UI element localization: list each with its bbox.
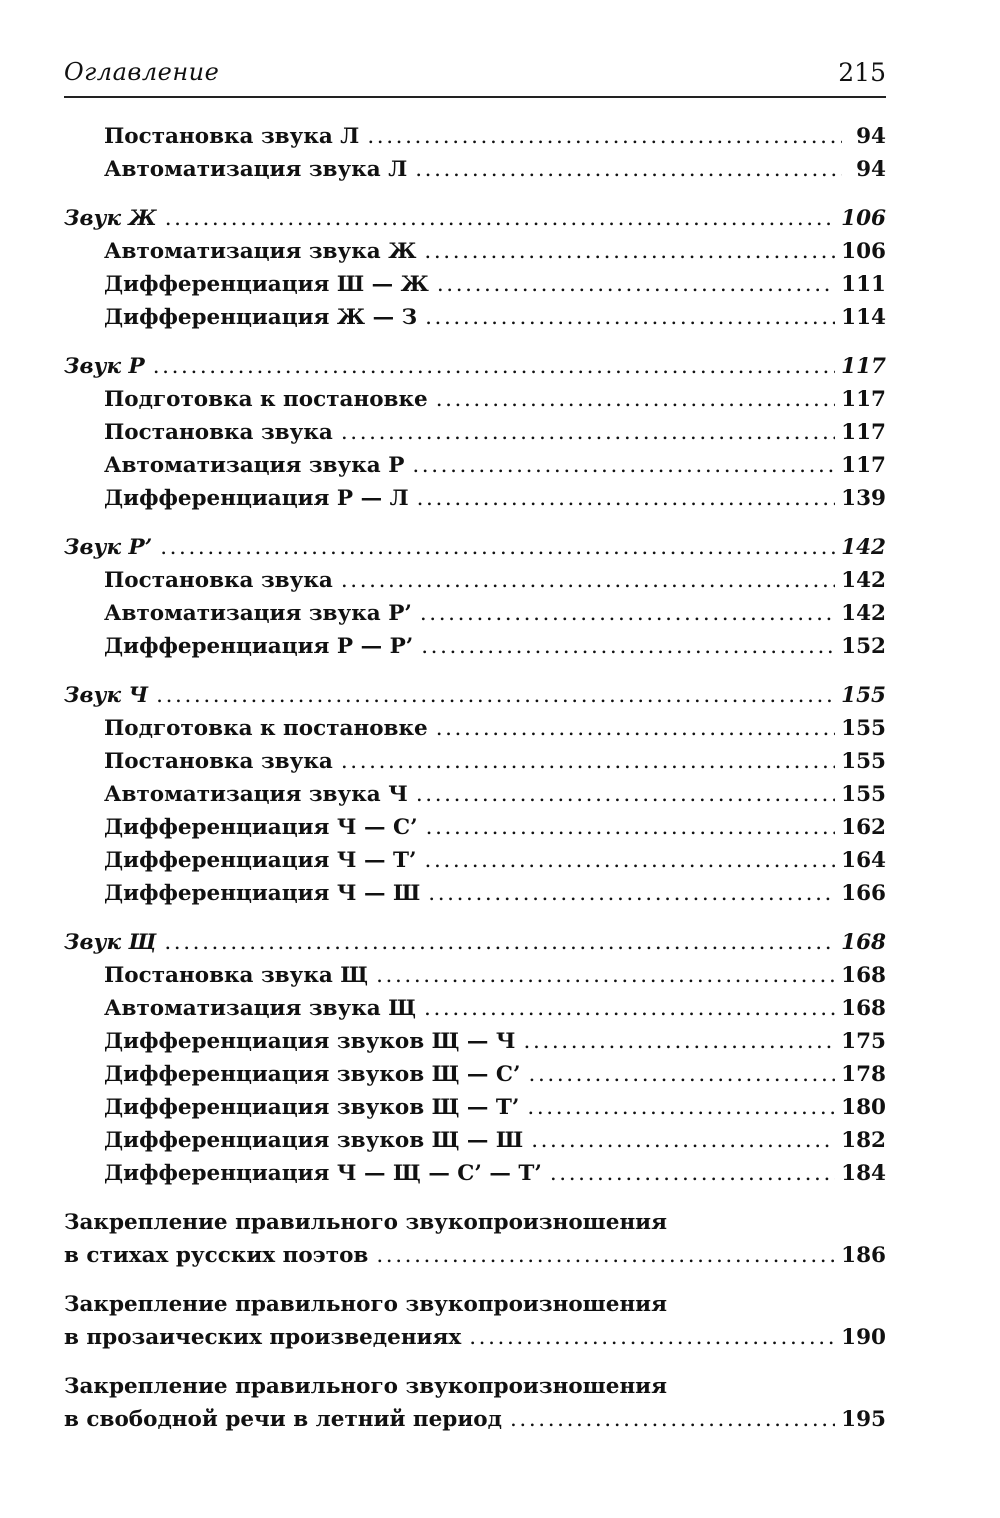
dot-leader	[164, 926, 835, 959]
toc-entry	[64, 745, 886, 778]
dot-leader	[424, 235, 835, 268]
running-header	[64, 56, 886, 98]
toc-entry	[64, 992, 886, 1025]
toc-entry-page: 175	[841, 1029, 886, 1054]
toc-entry-page: 168	[841, 963, 886, 988]
toc-entry-title: Дифференциация Ч — С’	[104, 815, 418, 840]
toc-entry	[64, 120, 886, 153]
toc-entry-page: 142	[841, 601, 886, 626]
dot-leader	[367, 120, 842, 153]
toc-entry	[64, 1403, 886, 1436]
toc-entry-title: Дифференциация звуков Щ — Ч	[104, 1029, 516, 1054]
toc-entry-page: 111	[841, 272, 886, 297]
dot-leader	[428, 877, 835, 910]
toc-entry-title: Звук Р	[64, 354, 145, 379]
toc-entry-page: 117	[841, 453, 886, 478]
toc-entry	[64, 383, 886, 416]
toc-entry-title: Дифференциация Ч — Ш	[104, 881, 421, 906]
toc-entry	[64, 268, 886, 301]
page-number: 215	[838, 58, 886, 87]
toc-entry-title: Звук Ч	[64, 683, 149, 708]
dot-leader	[531, 1124, 835, 1157]
dot-leader	[421, 630, 835, 663]
dot-leader	[341, 416, 835, 449]
toc-entry-page: 195	[841, 1407, 886, 1432]
toc-entry	[64, 1025, 886, 1058]
toc-entry	[64, 597, 886, 630]
toc-entry-title: Автоматизация звука Р’	[104, 601, 412, 626]
toc-entry	[64, 235, 886, 268]
toc-entry-page: 180	[841, 1095, 886, 1120]
toc-entry-page: 166	[841, 881, 886, 906]
toc-entry-page: 186	[841, 1243, 886, 1268]
toc-entry-page: 117	[841, 387, 886, 412]
section-gap	[64, 910, 886, 926]
dot-leader	[424, 992, 835, 1025]
toc-entry	[64, 778, 886, 811]
dot-leader	[165, 202, 835, 235]
toc-entry-title: Дифференциация Ч — Т’	[104, 848, 417, 873]
toc-entry-page: 94	[856, 124, 886, 149]
dot-leader	[153, 350, 835, 383]
dot-leader	[550, 1157, 835, 1190]
dot-leader	[416, 778, 835, 811]
toc-entry-title: Дифференциация Р — Л	[104, 486, 409, 511]
toc-section-entry	[64, 926, 886, 959]
toc-entry-page: 114	[841, 305, 886, 330]
dot-leader	[436, 383, 835, 416]
toc-entry-page: 152	[841, 634, 886, 659]
toc-entry-title: Звук Щ	[64, 930, 157, 955]
dot-leader	[420, 597, 835, 630]
toc-entry-page: 155	[841, 749, 886, 774]
toc-entry	[64, 1239, 886, 1272]
toc-entry-page: 155	[841, 683, 886, 708]
dot-leader	[156, 679, 835, 712]
dot-leader	[341, 745, 835, 778]
toc-entry-page: 142	[841, 568, 886, 593]
dot-leader	[376, 959, 835, 992]
toc-entry-title: Звук Р’	[64, 535, 153, 560]
toc-entry-page: 164	[841, 848, 886, 873]
header-title: Оглавление	[64, 58, 220, 86]
toc-entry	[64, 416, 886, 449]
toc-entry	[64, 959, 886, 992]
dot-leader	[436, 712, 835, 745]
toc-entry	[64, 1091, 886, 1124]
toc-entry-title: Постановка звука	[104, 568, 333, 593]
toc-entry-title: в свободной речи в летний период	[64, 1407, 502, 1432]
section-gap	[64, 1190, 886, 1206]
toc-section-entry	[64, 679, 886, 712]
toc-entry	[64, 877, 886, 910]
toc-entry-title-line: Закрепление правильного звукопроизношения	[64, 1210, 668, 1235]
toc-entry-title: Дифференциация Ч — Щ — С’ — Т’	[104, 1161, 542, 1186]
toc-entry-title-line: Закрепление правильного звукопроизношения	[64, 1292, 668, 1317]
toc-entry	[64, 1321, 886, 1354]
dot-leader	[529, 1058, 836, 1091]
dot-leader	[425, 844, 836, 877]
section-gap	[64, 334, 886, 350]
toc-entry-title: Дифференциация Ш — Ж	[104, 272, 429, 297]
toc-entry	[64, 449, 886, 482]
toc-entry-page: 117	[841, 354, 886, 379]
toc-entry-page: 117	[841, 420, 886, 445]
toc-entry	[64, 844, 886, 877]
section-gap	[64, 515, 886, 531]
toc-entry	[64, 630, 886, 663]
dot-leader	[469, 1321, 835, 1354]
section-gap	[64, 1354, 886, 1370]
toc-entry-title: Дифференциация звуков Щ — Т’	[104, 1095, 520, 1120]
toc-entry	[64, 153, 886, 186]
toc-entry-page: 168	[841, 930, 886, 955]
section-gap	[64, 186, 886, 202]
toc-entry-title: Постановка звука	[104, 420, 333, 445]
toc-entry-page: 184	[841, 1161, 886, 1186]
toc-entry-page: 168	[841, 996, 886, 1021]
toc-entry-title: Автоматизация звука Ж	[104, 239, 417, 264]
toc-section-entry	[64, 350, 886, 383]
toc-entry-page: 162	[841, 815, 886, 840]
toc-entry	[64, 811, 886, 844]
toc-entry-title: Автоматизация звука Р	[104, 453, 405, 478]
dot-leader	[527, 1091, 835, 1124]
toc-entry	[64, 1124, 886, 1157]
toc-entry	[64, 564, 886, 597]
dot-leader	[415, 153, 842, 186]
dot-leader	[417, 482, 836, 515]
toc-entry	[64, 1157, 886, 1190]
dot-leader	[524, 1025, 836, 1058]
toc-entry-page: 139	[841, 486, 886, 511]
toc-entry-title: Дифференциация Р — Р’	[104, 634, 414, 659]
toc-entry-title: Дифференциация Ж — З	[104, 305, 418, 330]
toc-entry-title: Постановка звука Щ	[104, 963, 369, 988]
toc-entry-title: Подготовка к постановке	[104, 716, 428, 741]
toc-entry-title: Дифференциация звуков Щ — Ш	[104, 1128, 524, 1153]
dot-leader	[437, 268, 835, 301]
toc-entry-title: Автоматизация звука Ч	[104, 782, 408, 807]
toc-entry-page: 178	[841, 1062, 886, 1087]
toc-entry-page: 190	[841, 1325, 886, 1350]
toc-entry-page: 182	[841, 1128, 886, 1153]
toc-entry	[64, 1058, 886, 1091]
toc-entry-title: Дифференциация звуков Щ — С’	[104, 1062, 521, 1087]
toc-entry-title: в прозаических произведениях	[64, 1325, 462, 1350]
toc-section-entry	[64, 531, 886, 564]
toc-entry-page: 155	[841, 782, 886, 807]
toc-entry-title: Постановка звука Л	[104, 124, 360, 149]
toc-entry-title: Автоматизация звука Л	[104, 157, 408, 182]
section-gap	[64, 663, 886, 679]
dot-leader	[510, 1403, 835, 1436]
dot-leader	[376, 1239, 835, 1272]
toc-entry-title-line: Закрепление правильного звукопроизношения	[64, 1374, 668, 1399]
toc-entry-page: 94	[856, 157, 886, 182]
toc-entry	[64, 301, 886, 334]
toc-entry-page: 142	[841, 535, 886, 560]
dot-leader	[412, 449, 835, 482]
toc-entry-page: 106	[841, 206, 886, 231]
toc-entry	[64, 482, 886, 515]
toc-entry-title: Автоматизация звука Щ	[104, 996, 417, 1021]
toc-entry-page: 106	[841, 239, 886, 264]
toc-entry-title: Подготовка к постановке	[104, 387, 428, 412]
toc-entry-title: Постановка звука	[104, 749, 333, 774]
toc-entry-title: в стихах русских поэтов	[64, 1243, 369, 1268]
table-of-contents	[64, 120, 886, 1436]
section-gap	[64, 1272, 886, 1288]
dot-leader	[426, 811, 835, 844]
dot-leader	[160, 531, 835, 564]
toc-entry	[64, 712, 886, 745]
toc-entry-page: 155	[841, 716, 886, 741]
dot-leader	[341, 564, 835, 597]
dot-leader	[425, 301, 835, 334]
toc-entry-title: Звук Ж	[64, 206, 157, 231]
toc-section-entry	[64, 202, 886, 235]
